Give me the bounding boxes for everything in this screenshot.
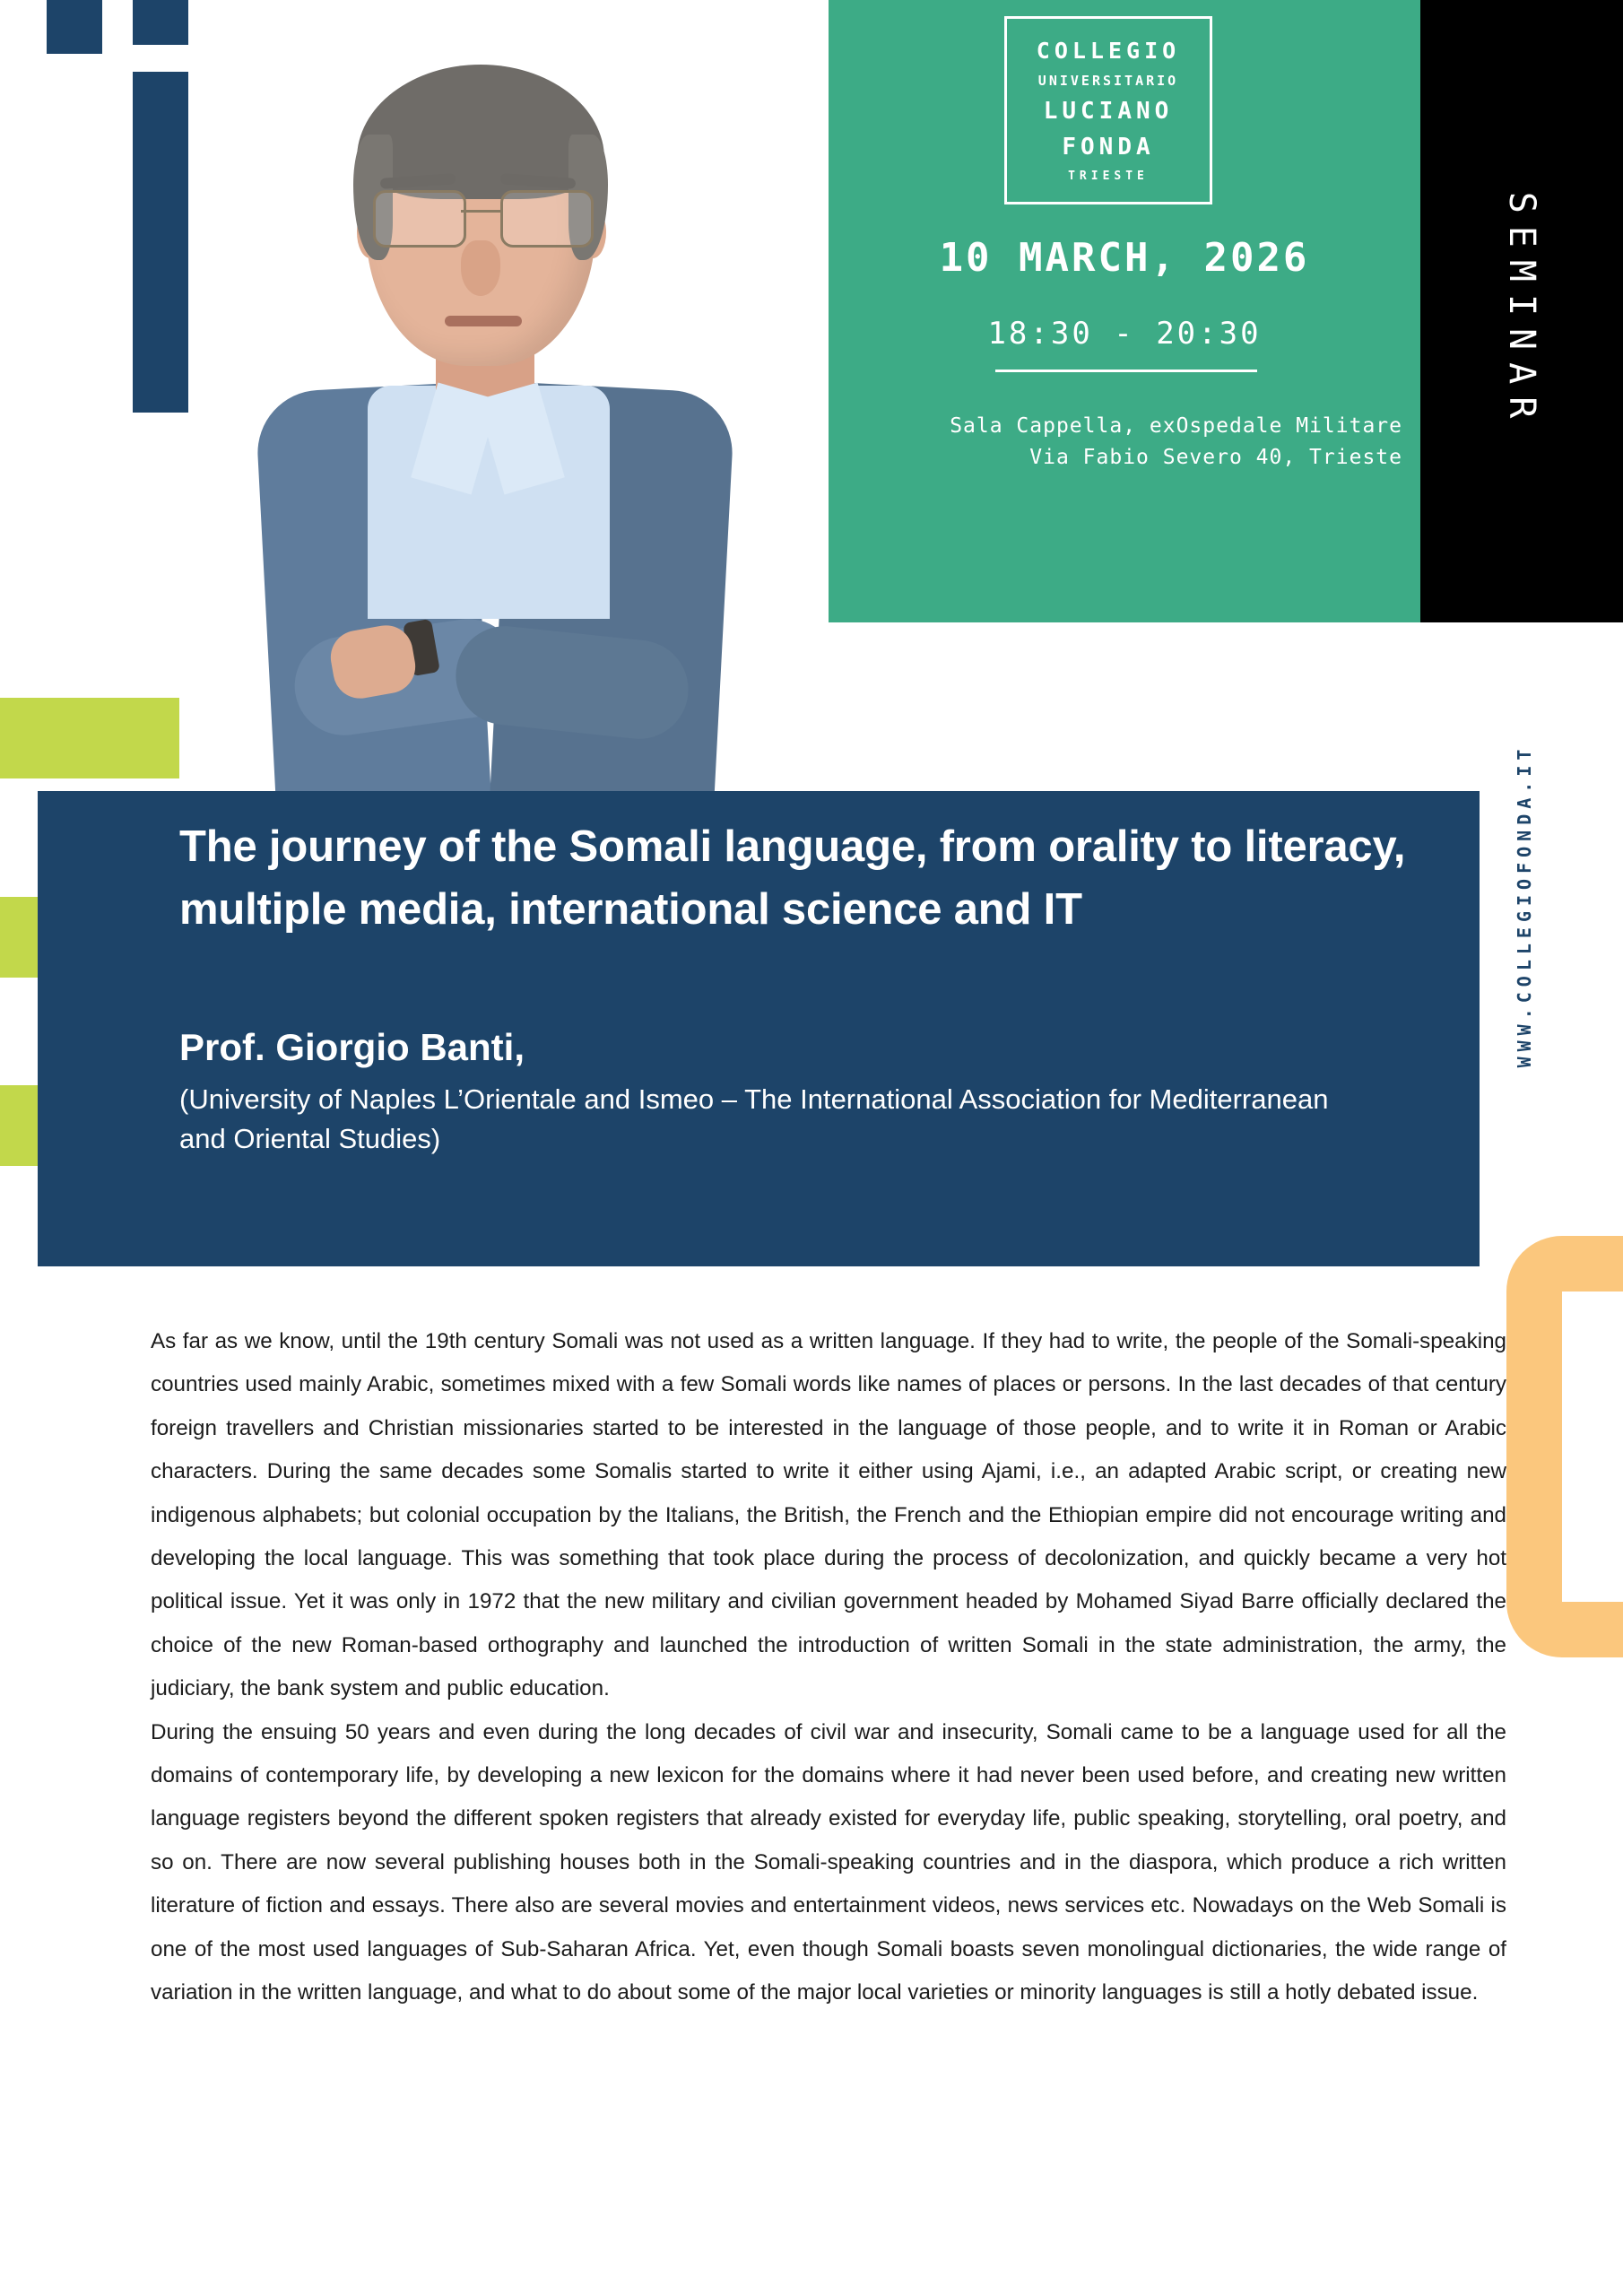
- speaker-photo: [231, 0, 769, 807]
- logo-line-2: UNIVERSITARIO: [1037, 73, 1179, 89]
- decorative-navy-bar-vertical: [133, 72, 188, 413]
- logo-line-4: FONDA: [1062, 134, 1155, 161]
- abstract-body: [151, 1320, 1506, 2015]
- collegio-logo: [1004, 16, 1212, 204]
- event-divider: [995, 370, 1257, 372]
- logo-line-1: COLLEGIO: [1036, 38, 1181, 64]
- photo-glasses-bridge: [461, 210, 500, 213]
- event-venue: [864, 411, 1402, 473]
- decorative-navy-bar-top-small: [133, 0, 188, 45]
- decorative-orange-arc-inner-cut: [1562, 1292, 1623, 1602]
- seminar-title: The journey of the Somali language, from orality to literacy, multiple media, international science and IT: [179, 822, 1406, 934]
- decorative-lime-block-1: [0, 698, 179, 778]
- abstract-paragraph-1: As far as we know, until the 19th century Somali was not used as a written language. If they had to write, the people of the Somali-speaking countries used mainly Arabic, sometimes mixed with a few Somali words like names of places or persons. In the last decades of that century foreign travellers and Christian missionaries started to be interested in the language of those people, and to write it in Roman or Arabic characters. During the same decades some Somalis started to write it either using Ajami, i.e., an adapted Arabic script, or creating new indigenous alphabets; but colonial occupation by the Italians, the British, the French and the Ethiopian empire did not encourage writing and developing the local language. This was something that took place during the process of decolonization, and quickly became a very hot political issue. Yet it was only in 1972 that the new military and civilian government headed by Mohamed Siyad Barre officially declared the choice of the new Roman-based orthography and launched the introduction of written Somali in the state administration, the army, the judiciary, the bank system and public education.: [151, 1329, 1506, 1701]
- logo-line-5: TRIESTE: [1068, 170, 1149, 183]
- event-time: 18:30 - 20:30: [987, 316, 1262, 352]
- photo-nose: [461, 240, 500, 296]
- event-date: 10 MARCH, 2026: [939, 235, 1310, 281]
- event-details-panel: [829, 0, 1420, 622]
- title-panel: [38, 791, 1480, 1266]
- seminar-band: [1420, 0, 1623, 622]
- logo-line-3: LUCIANO: [1043, 98, 1174, 125]
- photo-mouth: [445, 316, 522, 326]
- speaker-name: Prof. Giorgio Banti,: [179, 1026, 525, 1068]
- website-label: WWW.COLLEGIOFONDA.IT: [1514, 744, 1535, 1068]
- photo-lens-left: [373, 190, 466, 248]
- photo-lens-right: [500, 190, 594, 248]
- event-venue-line-1: Sala Cappella, exOspedale Militare: [950, 414, 1402, 438]
- speaker-affiliation: (University of Naples L’Orientale and Ismeo – The International Association for Mediterranean and Oriental Studies): [179, 1083, 1329, 1155]
- seminar-label: SEMINAR: [1501, 191, 1542, 431]
- event-venue-line-2: Via Fabio Severo 40, Trieste: [1029, 445, 1402, 469]
- decorative-navy-bar-top-left: [47, 0, 102, 54]
- abstract-paragraph-2: During the ensuing 50 years and even during the long decades of civil war and insecurity, Somali came to be a language used for all the domains of contemporary life, by developing a new lexicon for the domains where it had never been used before, and creating new written language registers beyond the different spoken registers that already existed for everyday life, public speaking, storytelling, oral poetry, and so on. There are now several publishing houses both in the Somali-speaking countries and in the diaspora, which produce a rich written literature of fiction and essays. There also are several movies and entertainment videos, news services etc. Nowadays on the Web Somali is one of the most used languages of Sub-Saharan Africa. Yet, even though Somali boasts seven monolingual dictionaries, the wide range of variation in the written language, and what to do about some of the major local varieties or minority languages is still a hotly debated issue.: [151, 1719, 1506, 2005]
- glasses-icon: [368, 190, 594, 246]
- website-vertical[interactable]: [1488, 655, 1560, 1157]
